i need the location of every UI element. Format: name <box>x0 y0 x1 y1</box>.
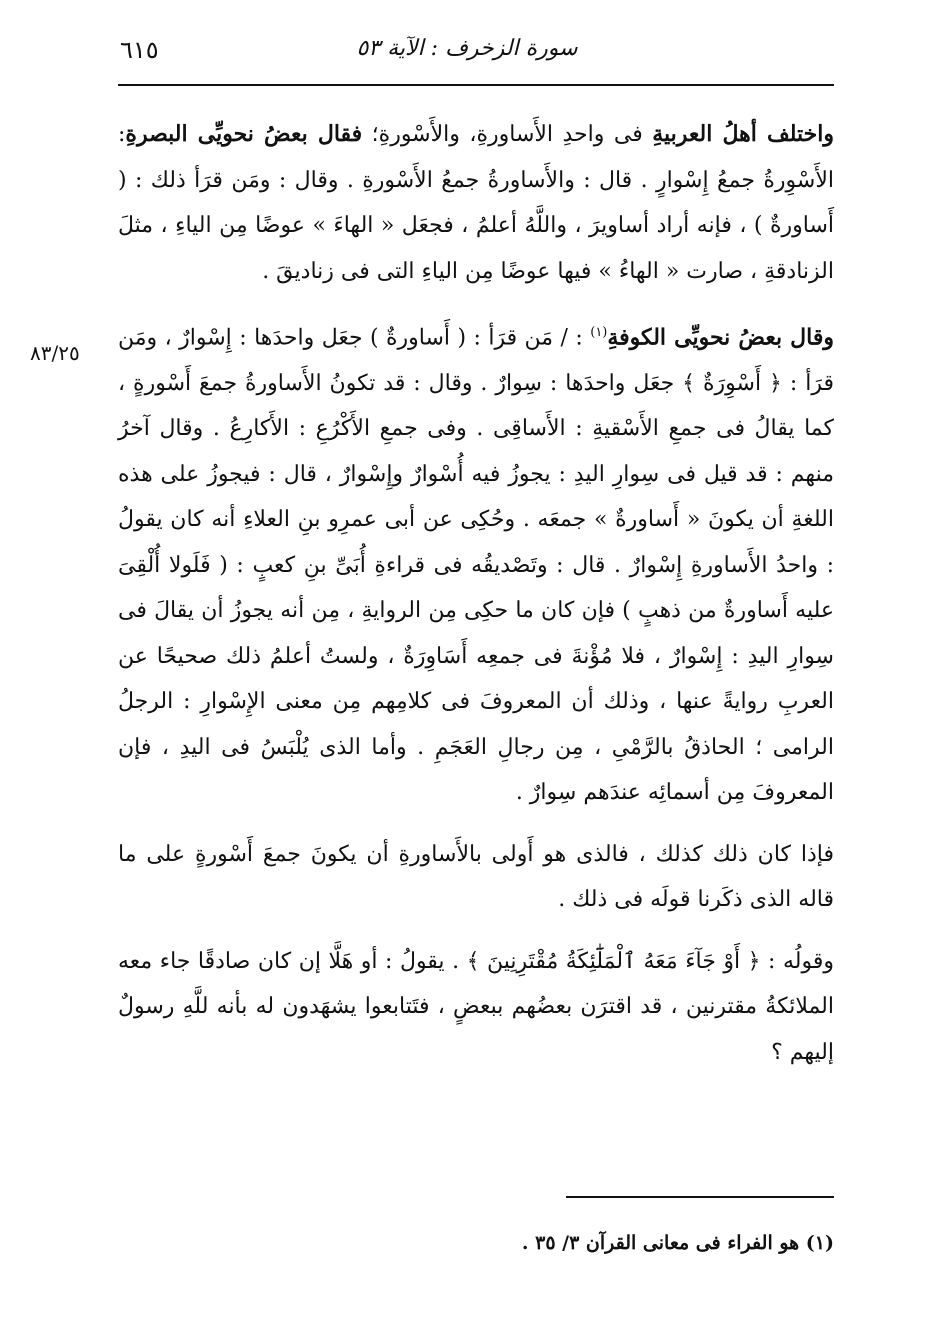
paragraph-2-text: : / مَن قرَأ : ( أَساورةٌ ) جعَل واحدَها : إِسْوارٌ ، ومَن قرَأ : ﴿ أَسْوِرَةٌ ﴾ جعَل واحدَها : سِوارٌ . وقال : قد تكونُ الأَساورةُ جمعَ أَسْورةٍ ، كما يقالُ فى جمعِ الأَسْقيةِ : الأَساقِى . وفى جمعِ الأَكْرُعِ : الأَكارِعُ . وقال آخرُ منهم : قد قيل فى سِوارِ اليدِ : يجوزُ فيه أُسْوارٌ وإِسْوارٌ ، قال : فيجوزُ على هذه اللغةِ أن يكونَ « أَساورةٌ » جمعَه . وحُكِى عن أبى عمرِو بنِ العلاءِ أنه كان يقولُ : واحدُ الأَساورةِ إِسْوارٌ . قال : وتَصْديقُه فى قراءةِ أُبَىِّ بنِ كعبٍ : ( فَلَولا أُلْقِىَ عليه أَساورةٌ من ذهبٍ ) فإن كان ما حكِى مِن الروايةِ ، مِن أنه يجوزُ أن يقالَ فى سِوارِ اليدِ : إِسْوارٌ ، فلا مُؤْنةَ فى جمعِه أَسَاوِرَةٌ ، ولستُ أعلمُ ذلك صحيحًا عن العربِ روايةً عنها ، وذلك أن المعروفَ فى كلامِهم مِن معنى الإِسْوارِ : الرجلُ الرامى ؛ الحاذقُ بالرَّمْىِ ، مِن رجالِ العَجَمِ . وأما الذى يُلْبَسُ فى اليدِ ، فإن المعروفَ مِن أسمائِه عندَهم سِوارٌ . <box>118 325 834 806</box>
header-rule <box>118 84 834 86</box>
footnote-marker: (١) <box>590 325 608 340</box>
paragraph-2-lead: وقال بعضُ نحويِّى الكوفةِ <box>607 324 834 351</box>
paragraph-3 <box>118 832 834 923</box>
paragraph-1-text2: : الأَسْوِرةُ جمعُ إِسْوارٍ . قال : والأَساورةُ جمعُ الأَسْورةِ . وقال : ومَن قرَأ ذلك : ( أَساورةٌ ) ، فإنه أراد أساويرَ ، واللَّهُ أعلمُ ، فجعَل « الهاءَ » عوضًا مِن الياءِ ، مثلَ الزنادقةِ ، صارت « الهاءُ » فيها عوضًا مِن الياءِ التى فى زناديقَ . <box>118 122 834 284</box>
page-number: ٦١٥ <box>120 36 159 64</box>
main-text <box>118 112 834 1075</box>
paragraph-1-text: فى واحدِ الأَساورةِ، والأَسْورةِ؛ <box>362 122 653 147</box>
paragraph-3-text: فإذا كان ذلك كذلك ، فالذى هو أَولى بالأَساورةِ أن يكونَ جمعَ أَسْورةٍ على ما قاله الذى ذكَرنا قولَه فى ذلك . <box>118 841 834 913</box>
page-header <box>100 30 834 70</box>
running-title: سورة الزخرف : الآية ٥٣ <box>356 36 578 61</box>
footnote-rule <box>566 1196 834 1198</box>
margin-reference: ٨٣/٢٥ <box>30 341 80 365</box>
paragraph-4 <box>118 939 834 1076</box>
paragraph-2 <box>118 310 834 816</box>
paragraph-4-text: وقولُه : ﴿ أَوْ جَآءَ مَعَهُ ٱلْمَلَٰٓئِكَةُ مُقْتَرِنِينَ ﴾ . يقولُ : أو هَلَّا إن كان صادقًا جاء معه الملائكةُ مقترنين ، قد اقترَن بعضُهم ببعضٍ ، فتَتابعوا يشهَدون له بأنه للَّهِ رسولٌ إليهم ؟ <box>118 948 834 1065</box>
paragraph-1 <box>118 112 834 294</box>
paragraph-1-lead2: فقال بعضُ نحويِّى البصرةِ <box>125 121 363 147</box>
paragraph-1-lead: واختلف أهلُ العربيةِ <box>652 121 834 147</box>
footnote: (١) هو الفراء فى معانى القرآن ٣/ ٣٥ . <box>521 1232 834 1254</box>
